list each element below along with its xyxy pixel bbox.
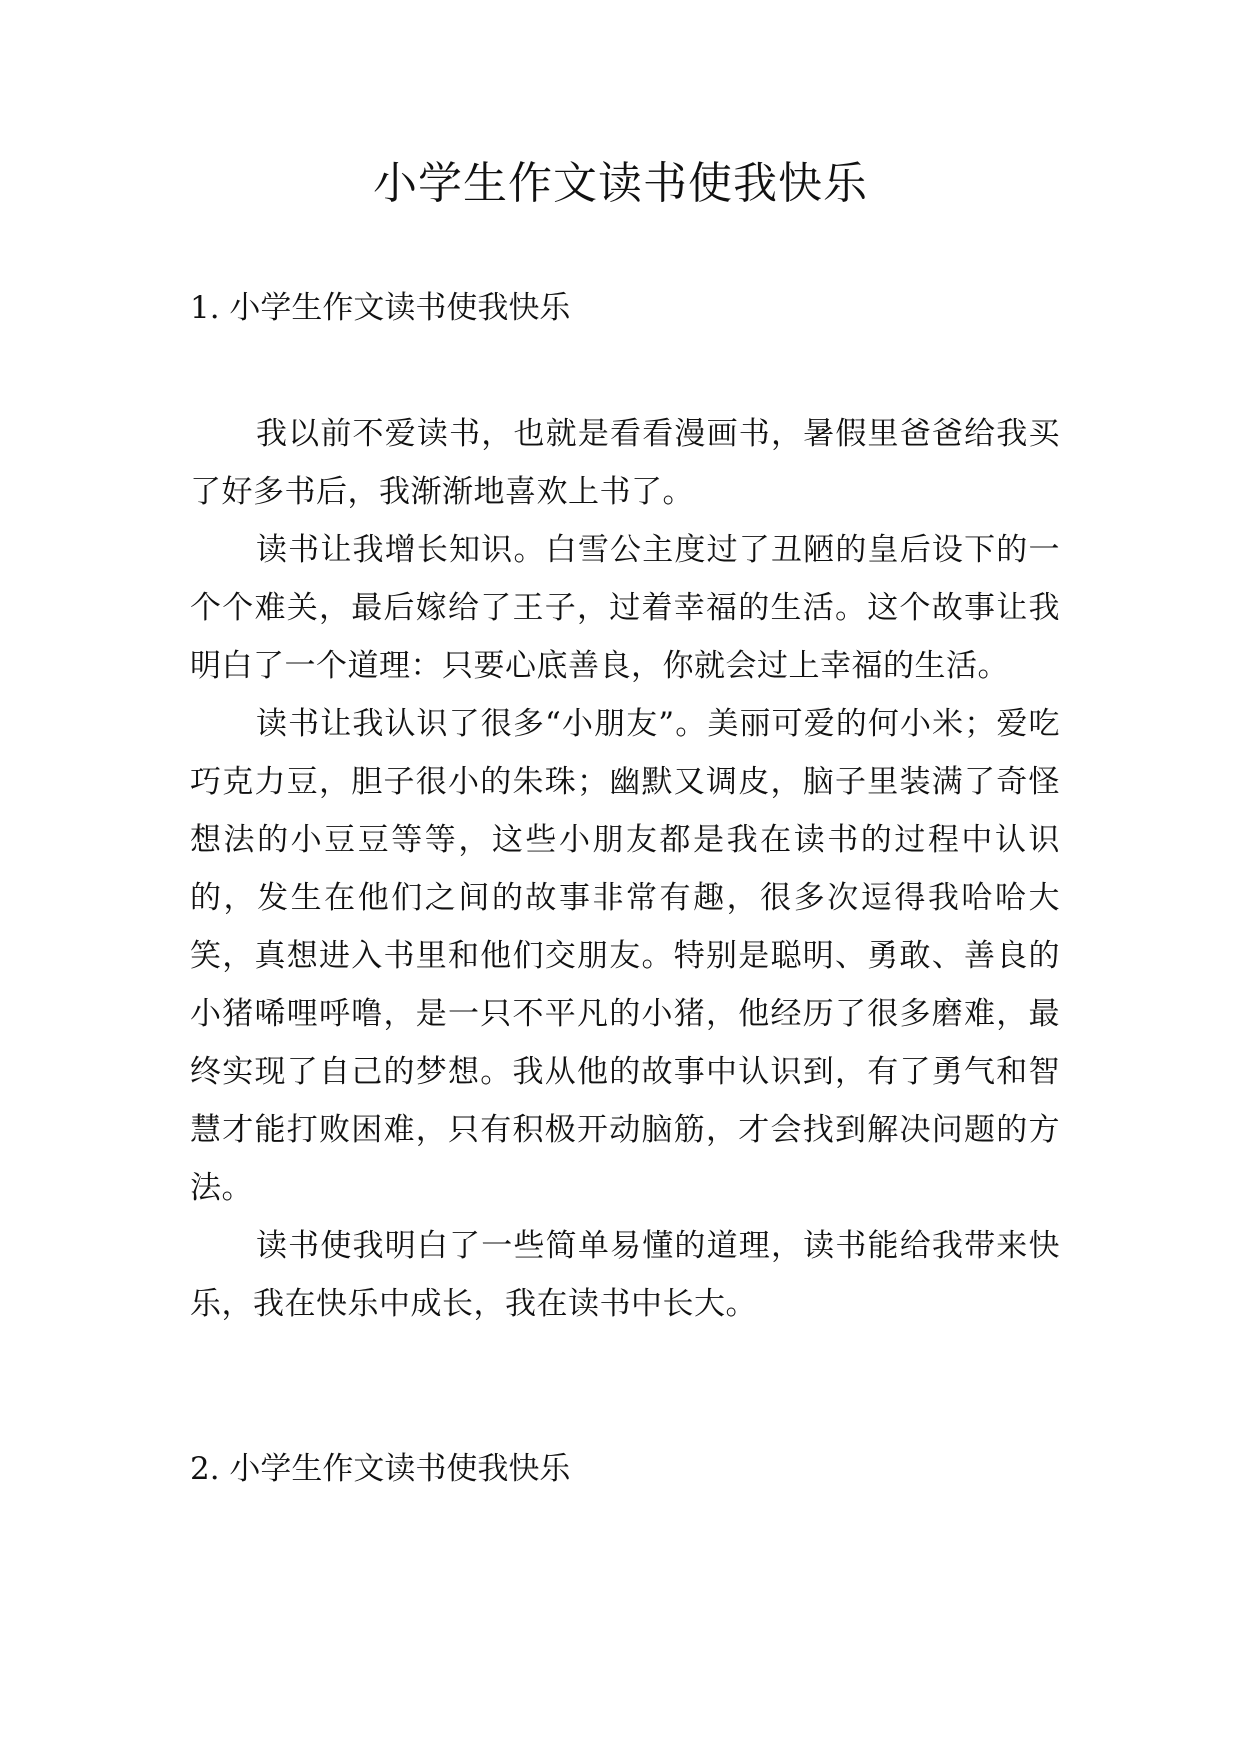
section-heading-1: 1. 小学生作文读书使我快乐 — [190, 290, 571, 326]
document-title: 小学生作文读书使我快乐 — [373, 158, 868, 209]
paragraph-1: 我以前不爱读书，也就是看看漫画书，暑假里爸爸给我买了好多书后，我渐渐地喜欢上书了。 — [190, 416, 1060, 510]
section-heading-2: 2. 小学生作文读书使我快乐 — [190, 1451, 571, 1487]
section-1-body — [190, 405, 1060, 1333]
paragraph-3: 读书让我认识了很多“小朋友”。美丽可爱的何小米；爱吃巧克力豆，胆子很小的朱珠；幽默又调皮，脑子里装满了奇怪想法的小豆豆等等，这些小朋友都是我在读书的过程中认识的，发生在他们之间的故事非常有趣，很多次逗得我哈哈大笑，真想进入书里和他们交朋友。特别是聪明、勇敢、善良的小猪唏哩呼噜，是一只不平凡的小猪，他经历了很多磨难，最终实现了自己的梦想。我从他的故事中认识到，有了勇气和智慧才能打败困难，只有积极开动脑筋，才会找到解决问题的方法。 — [190, 706, 1060, 1206]
paragraph-4: 读书使我明白了一些简单易懂的道理，读书能给我带来快乐，我在快乐中成长，我在读书中长大。 — [190, 1228, 1060, 1322]
paragraph-2: 读书让我增长知识。白雪公主度过了丑陋的皇后设下的一个个难关，最后嫁给了王子，过着幸福的生活。这个故事让我明白了一个道理：只要心底善良，你就会过上幸福的生活。 — [190, 532, 1060, 684]
